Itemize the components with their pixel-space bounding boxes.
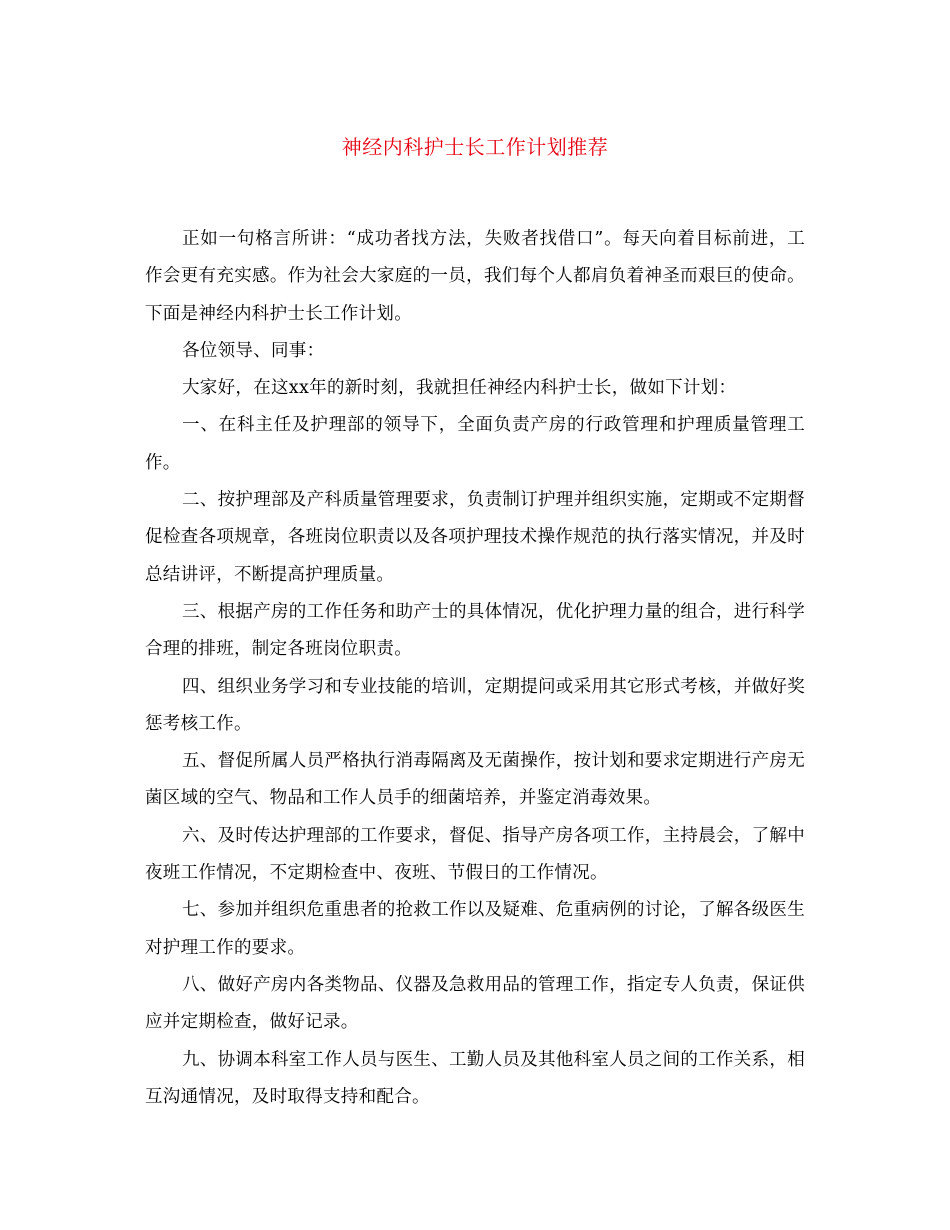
document-title: 神经内科护士长工作计划推荐: [341, 135, 609, 159]
paragraph-item-2: 二、按护理部及产科质量管理要求，负责制订护理并组织实施，定期或不定期督促检查各项规章，各班岗位职责以及各项护理技术操作规范的执行落实情况，并及时总结讲评，不断提高护理质量。: [145, 490, 805, 585]
paragraph-item-5: 五、督促所属人员严格执行消毒隔离及无菌操作，按计划和要求定期进行产房无菌区域的空气、物品和工作人员手的细菌培养，并鉴定消毒效果。: [145, 751, 805, 809]
paragraph-greeting: 大家好，在这xx年的新时刻，我就担任神经内科护士长，做如下计划：: [182, 378, 737, 399]
paragraph-item-3: 三、根据产房的工作任务和助产士的具体情况，优化护理力量的组合，进行科学合理的排班，制定各班岗位职责。: [145, 601, 805, 660]
paragraph-item-9: 九、协调本科室工作人员与医生、工勤人员及其他科室人员之间的工作关系，相互沟通情况，及时取得支持和配合。: [145, 1049, 805, 1107]
paragraph-salutation: 各位领导、同事：: [182, 340, 325, 361]
paragraph-item-1: 一、在科主任及护理部的领导下，全面负责产房的行政管理和护理质量管理工作。: [145, 415, 805, 473]
paragraph-item-8: 八、做好产房内各类物品、仪器及急救用品的管理工作，指定专人负责，保证供应并定期检查，做好记录。: [145, 974, 805, 1033]
document-body: [145, 221, 805, 1116]
paragraph-intro: 正如一句格言所讲：“成功者找方法，失败者找借口”。每天向着目标前进，工作会更有充实感。作为社会大家庭的一员，我们每个人都肩负着神圣而艰巨的使命。下面是神经内科护士长工作计划。: [145, 229, 805, 324]
paragraph-item-4: 四、组织业务学习和专业技能的培训，定期提问或采用其它形式考核，并做好奖惩考核工作。: [145, 676, 805, 734]
paragraph-item-6: 六、及时传达护理部的工作要求，督促、指导产房各项工作，主持晨会，了解中夜班工作情况，不定期检查中、夜班、节假日的工作情况。: [145, 825, 805, 884]
paragraph-item-7: 七、参加并组织危重患者的抢救工作以及疑难、危重病例的讨论，了解各级医生对护理工作的要求。: [145, 900, 805, 958]
